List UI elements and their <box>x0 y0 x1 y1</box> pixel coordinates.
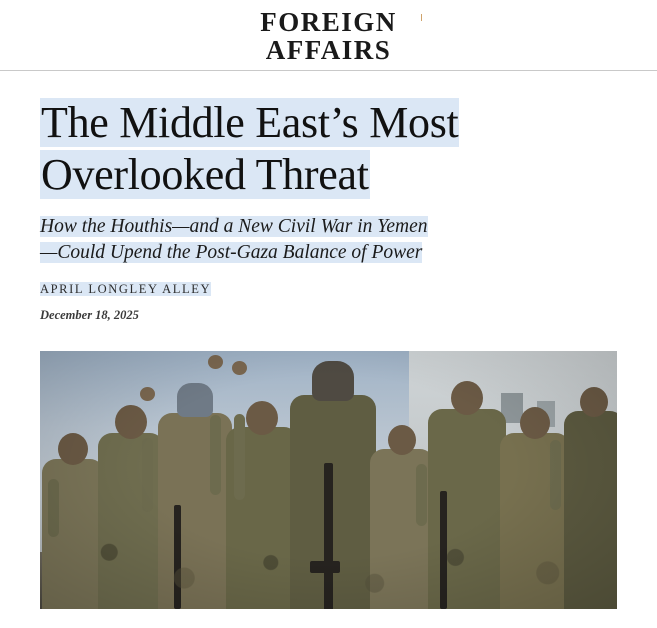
article-subtitle <box>40 214 617 266</box>
raised-fist-icon <box>140 387 155 401</box>
crowd-figure <box>42 459 104 609</box>
rifle-icon <box>324 463 333 609</box>
crowd-figure <box>564 411 617 609</box>
headline-line-1: The Middle East’s Most <box>41 98 459 148</box>
figure-arm <box>234 414 245 500</box>
masthead-line-affairs[interactable]: AFFAIRS <box>265 35 392 66</box>
figure-head <box>580 387 608 417</box>
figure-head <box>58 433 88 465</box>
subtitle-line-1: How the Houthis—and a New Civil War in Yemen <box>40 216 428 238</box>
subtitle-line-2: —Could Upend the Post-Gaza Balance of Power <box>40 242 423 264</box>
raised-fist-icon <box>208 355 223 369</box>
figure-arm <box>210 415 221 495</box>
figure-arm <box>550 440 561 510</box>
crowd-figure <box>290 395 376 609</box>
headline-line-2: Overlooked Threat <box>41 149 369 199</box>
hero-image <box>40 351 617 609</box>
figure-head <box>451 381 483 415</box>
site-masthead <box>0 0 657 71</box>
crowd-figure <box>500 433 570 609</box>
masthead-line-foreign[interactable]: FOREIGN <box>260 7 397 37</box>
figure-head <box>520 407 550 439</box>
figure-arm <box>416 464 427 526</box>
figure-arm <box>142 438 153 512</box>
raised-fist-icon <box>232 361 247 375</box>
figure-headscarf <box>312 361 354 401</box>
figure-arm <box>48 479 59 537</box>
crowd-figure <box>226 427 298 609</box>
figure-head <box>246 401 278 435</box>
figure-head <box>388 425 416 455</box>
crowd-figure <box>428 409 506 609</box>
crowd-figure <box>158 413 232 609</box>
byline <box>40 282 617 297</box>
rifle-icon <box>440 491 447 609</box>
hero-image-canvas <box>40 351 617 609</box>
decorative-tick-icon <box>421 14 422 21</box>
article-header <box>0 71 657 323</box>
publish-date: December 18, 2025 <box>40 307 139 322</box>
crowd-figure <box>98 433 164 609</box>
rifle-magazine-icon <box>310 561 340 573</box>
page-title <box>40 97 617 200</box>
crowd-figure <box>370 449 434 609</box>
figure-headscarf <box>177 383 213 417</box>
rifle-icon <box>174 505 181 609</box>
author-name[interactable]: APRIL LONGLEY ALLEY <box>40 281 212 296</box>
figure-head <box>115 405 147 439</box>
